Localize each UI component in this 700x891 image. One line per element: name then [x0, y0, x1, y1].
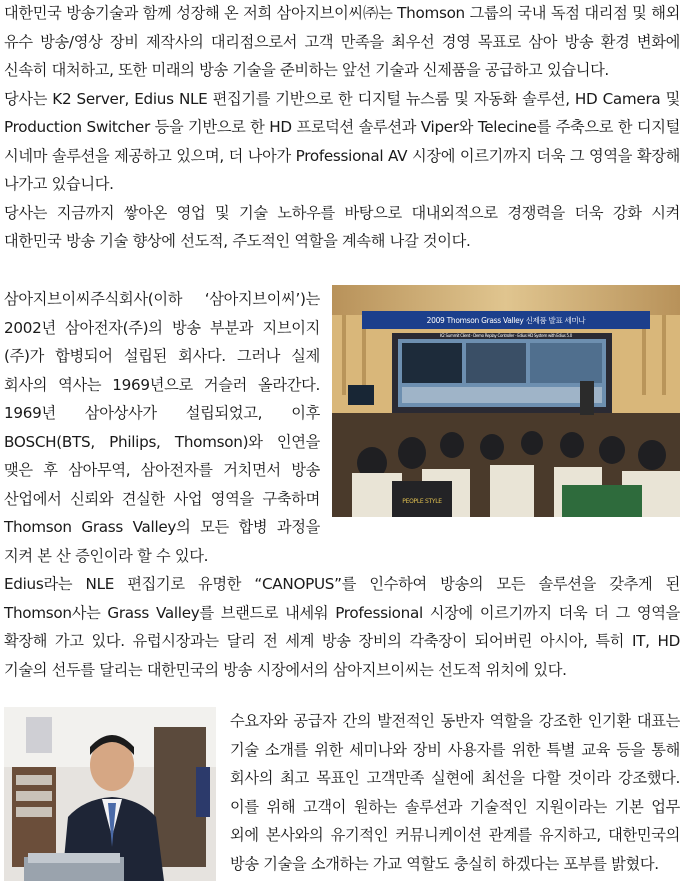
- seminar-photo-slot: [332, 285, 680, 525]
- seminar-banner-text: 2009 Thomson Grass Valley 신제품 발표 세미나: [426, 316, 586, 325]
- history-paragraph-2: Edius라는 NLE 편집기로 유명한 “CANOPUS”를 인수하여 방송의 모든 솔루션을 갖추게 된 Thomson사는 Grass Valley를 브랜드로 내세워 Professional 시장에 이르기까지 더욱 더 그 영역을 확장해 가고 있다. 유럽시장과는 달리 전 세계 방송 장비의 각축장이 되어버린 아시아, 특히 IT, HD 기술의 선두를 달리는 대한민국의 방송 시장에서의 삼아지브이씨는 선도적 위치에 있다.: [4, 575, 680, 679]
- ceo-photo: [4, 707, 216, 881]
- seminar-photo: [332, 285, 680, 517]
- history-paragraph-1: 삼아지브이씨주식회사(이하 ‘삼아지브이씨’)는 2002년 삼아전자(주)의 방송 부분과 지브이지(주)가 합병되어 설립된 회사다. 그러나 실제 회사의 역사는 1969년으로 거슬러 올라간다. 1969년 삼아상사가 설립되었고, 이후 BOSCH(BTS, Philips, Thomson)와 인연을 맺은 후 삼아무역, 삼아전자를 거치면서 방송 산업에서 신뢰와 견실한 사업 영역을 구축하며 Thomson Grass Valley의 모든 합병 과정을 지켜 본 산 증인이라 할 수 있다.: [4, 290, 320, 565]
- intro-paragraph-3: 당사는 지금까지 쌓아온 영업 및 기술 노하우를 바탕으로 대내외적으로 경쟁력을 더욱 강화 시켜 대한민국 방송 기술 향상에 선도적, 주도적인 역할을 계속해 나갈 것이다.: [4, 203, 680, 250]
- ceo-photo-slot: [4, 707, 220, 883]
- intro-paragraph-1: 대한민국 방송기술과 함께 성장해 온 저희 삼아지브이씨㈜는 Thomson 그룹의 국내 독점 대리점 및 해외 유수 방송/영상 장비 제작사의 대리점으로서 고객 만족을 최우선 경영 목표로 삼아 방송 환경 변화에 신속히 대처하고, 또한 미래의 방송 기술을 준비하는 앞선 기술과 신제품을 공급하고 있습니다.: [4, 4, 680, 79]
- history-section: [4, 285, 680, 684]
- seminar-sign-text: PEOPLE STYLE: [402, 498, 442, 505]
- ceo-section: [4, 707, 680, 883]
- ceo-paragraph: 수요자와 공급자 간의 발전적인 동반자 역할을 강조한 인기환 대표는 기술 소개를 위한 세미나와 장비 사용자를 위한 특별 교육 등을 통해 회사의 최고 목표인 고객만족 실현에 최선을 다할 것이라 강조했다. 이를 위해 고객이 원하는 솔루션과 기술적인 지원이라는 기본 업무 외에 본사와의 유기적인 커뮤니케이션 관계를 유지하고, 대한민국의 방송 기술을 소개하는 가교 역할도 충실히 하겠다는 포부를 밝혔다.: [230, 712, 680, 873]
- intro-section: [4, 0, 680, 256]
- seminar-screen-text: K2 Summit Client - Demo Replay Controller - Edius HD System with Edius 5.0: [439, 333, 573, 338]
- intro-paragraph-2: 당사는 K2 Server, Edius NLE 편집기를 기반으로 한 디지털 뉴스룸 및 자동화 솔루션, HD Camera 및 Production Switcher 등을 기반으로 한 HD 프로덕션 솔루션과 Viper와 Telecine를 주축으로 한 디지털 시네마 솔루션을 제공하고 있으며, 더 나아가 Professional AV 시장에 이르기까지 더욱 그 영역을 확장해 나가고 있습니다.: [4, 89, 680, 193]
